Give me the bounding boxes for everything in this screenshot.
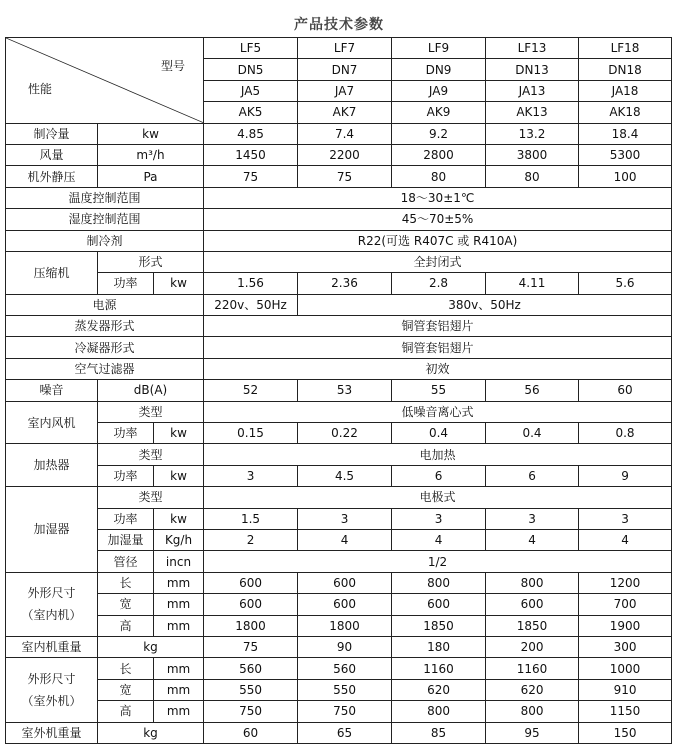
unit-cell: kw [154,465,204,486]
value-cell: 80 [392,166,486,187]
outdoor-dims-sublabel: （室外机） [21,693,82,708]
value-cell: 1900 [579,615,672,636]
value-cell: 低噪音离心式 [204,401,672,422]
value-cell: 9.2 [392,123,486,144]
value-cell: 3 [392,508,486,529]
value-cell: 750 [204,701,298,722]
row-label: 温度控制范围 [6,187,204,208]
row-label: 室内风机 [6,401,98,444]
air-filter-row [6,358,672,379]
sub-label: 管径 [98,551,154,572]
model-cell: AK9 [392,102,486,123]
value-cell: 200 [486,636,579,657]
humid-range-row [6,209,672,230]
row-label: 机外静压 [6,166,98,187]
value-cell: 2 [204,529,298,550]
row-label: 噪音 [6,380,98,401]
value-cell: 1.5 [204,508,298,529]
value-cell: 1850 [486,615,579,636]
model-cell: JA13 [486,80,579,101]
value-cell: 6 [392,465,486,486]
value-cell: 910 [579,679,672,700]
value-cell: 80 [486,166,579,187]
cooling-row [6,123,672,144]
value-cell: 600 [204,572,298,593]
unit-cell: mm [154,572,204,593]
unit-cell: Pa [98,166,204,187]
unit-cell: kw [154,273,204,294]
value-cell: 800 [392,572,486,593]
row-label: 制冷量 [6,123,98,144]
value-cell: 53 [298,380,392,401]
value-cell: 3 [204,465,298,486]
spec-table [5,37,672,744]
value-cell: 1200 [579,572,672,593]
row-label: 压缩机 [6,251,98,294]
value-cell: 1800 [204,615,298,636]
value-cell: 380v、50Hz [298,294,672,315]
value-cell: 700 [579,594,672,615]
evaporator-row [6,316,672,337]
row-label: 电源 [6,294,204,315]
value-cell: 7.4 [298,123,392,144]
model-cell: DN5 [204,59,298,80]
unit-cell: kw [154,508,204,529]
outdoor-width-row [6,679,672,700]
header-diagonal-cell [6,38,204,124]
value-cell: 560 [204,658,298,679]
compressor-type-row [6,251,672,272]
value-cell: 全封闭式 [204,251,672,272]
value-cell: 2800 [392,144,486,165]
heater-type-row [6,444,672,465]
header-row [6,38,672,59]
value-cell: 4 [486,529,579,550]
indoor-fan-type-row [6,401,672,422]
sub-label: 功率 [98,273,154,294]
unit-cell: kg [98,722,204,743]
value-cell: 0.22 [298,423,392,444]
indoor-weight-row [6,636,672,657]
outdoor-height-row [6,701,672,722]
unit-cell: kw [154,423,204,444]
value-cell: 85 [392,722,486,743]
unit-cell: mm [154,658,204,679]
indoor-height-row [6,615,672,636]
noise-row [6,380,672,401]
value-cell: 铜管套铝翅片 [204,337,672,358]
value-cell: 60 [204,722,298,743]
model-cell: LF18 [579,38,672,59]
indoor-length-row [6,572,672,593]
unit-cell: mm [154,679,204,700]
unit-cell: Kg/h [154,529,204,550]
model-cell: JA5 [204,80,298,101]
value-cell: 800 [486,572,579,593]
airflow-row [6,144,672,165]
value-cell: 56 [486,380,579,401]
value-cell: 600 [298,594,392,615]
value-cell: 9 [579,465,672,486]
value-cell: 600 [204,594,298,615]
row-label [6,658,98,722]
value-cell: 1450 [204,144,298,165]
humidifier-amount-row [6,529,672,550]
value-cell: 电加热 [204,444,672,465]
unit-cell: mm [154,615,204,636]
value-cell: 55 [392,380,486,401]
value-cell: 5300 [579,144,672,165]
value-cell: 3 [486,508,579,529]
value-cell: 0.8 [579,423,672,444]
model-cell: DN7 [298,59,392,80]
model-cell: AK18 [579,102,672,123]
value-cell: 3 [579,508,672,529]
humidifier-type-row [6,487,672,508]
value-cell: 75 [298,166,392,187]
value-cell: 2.36 [298,273,392,294]
value-cell: 1850 [392,615,486,636]
value-cell: 1/2 [204,551,672,572]
value-cell: 3 [298,508,392,529]
value-cell: 550 [204,679,298,700]
value-cell: 5.6 [579,273,672,294]
row-label: 湿度控制范围 [6,209,204,230]
value-cell: 4.5 [298,465,392,486]
value-cell: 100 [579,166,672,187]
value-cell: 4 [579,529,672,550]
value-cell: 600 [298,572,392,593]
sub-label: 类型 [98,444,204,465]
outdoor-weight-row [6,722,672,743]
model-label: 型号 [161,59,186,73]
row-label: 室内机重量 [6,636,98,657]
temp-range-row [6,187,672,208]
value-cell: 65 [298,722,392,743]
value-cell: 600 [486,594,579,615]
value-cell: 4.85 [204,123,298,144]
unit-cell: dB(A) [98,380,204,401]
value-cell: 初效 [204,358,672,379]
indoor-dims-sublabel: （室内机） [21,608,82,623]
value-cell: 3800 [486,144,579,165]
value-cell: 4 [392,529,486,550]
sub-label: 功率 [98,465,154,486]
heater-power-row [6,465,672,486]
value-cell: 600 [392,594,486,615]
outdoor-length-row [6,658,672,679]
value-cell: 620 [486,679,579,700]
value-cell: 2200 [298,144,392,165]
sub-label: 长 [98,572,154,593]
indoor-dims-label: 外形尺寸 [27,586,76,601]
value-cell: 1160 [486,658,579,679]
value-cell: 1000 [579,658,672,679]
model-cell: AK13 [486,102,579,123]
value-cell: 4 [298,529,392,550]
static-pressure-row [6,166,672,187]
value-cell: 0.15 [204,423,298,444]
row-label: 加湿器 [6,487,98,573]
value-cell: 52 [204,380,298,401]
model-cell: DN13 [486,59,579,80]
model-cell: AK5 [204,102,298,123]
sub-label: 宽 [98,594,154,615]
sub-label: 宽 [98,679,154,700]
sub-label: 类型 [98,401,204,422]
unit-cell: kg [98,636,204,657]
sub-label: 类型 [98,487,204,508]
row-label: 风量 [6,144,98,165]
value-cell: 300 [579,636,672,657]
value-cell: R22(可选 R407C 或 R410A) [204,230,672,251]
value-cell: 18～30±1℃ [204,187,672,208]
unit-cell: incn [154,551,204,572]
row-label [6,572,98,636]
model-cell: LF7 [298,38,392,59]
model-cell: AK7 [298,102,392,123]
unit-cell: mm [154,594,204,615]
sub-label: 高 [98,615,154,636]
refrigerant-row [6,230,672,251]
value-cell: 220v、50Hz [204,294,298,315]
model-cell: DN18 [579,59,672,80]
power-supply-row [6,294,672,315]
value-cell: 620 [392,679,486,700]
sub-label: 高 [98,701,154,722]
value-cell: 750 [298,701,392,722]
value-cell: 4.11 [486,273,579,294]
value-cell: 1800 [298,615,392,636]
unit-cell: m³/h [98,144,204,165]
value-cell: 180 [392,636,486,657]
row-label: 空气过滤器 [6,358,204,379]
value-cell: 1.56 [204,273,298,294]
row-label: 冷凝器形式 [6,337,204,358]
model-cell: JA18 [579,80,672,101]
indoor-fan-power-row [6,423,672,444]
sub-label: 功率 [98,508,154,529]
unit-cell: kw [98,123,204,144]
value-cell: 铜管套铝翅片 [204,316,672,337]
value-cell: 90 [298,636,392,657]
sub-label: 加湿量 [98,529,154,550]
value-cell: 0.4 [392,423,486,444]
row-label: 室外机重量 [6,722,98,743]
page-title: 产品技术参数 [294,17,384,33]
value-cell: 电极式 [204,487,672,508]
value-cell: 75 [204,166,298,187]
value-cell: 800 [392,701,486,722]
value-cell: 13.2 [486,123,579,144]
row-label: 制冷剂 [6,230,204,251]
value-cell: 18.4 [579,123,672,144]
humidifier-power-row [6,508,672,529]
humidifier-pipe-row [6,551,672,572]
value-cell: 0.4 [486,423,579,444]
model-cell: DN9 [392,59,486,80]
value-cell: 45～70±5% [204,209,672,230]
model-cell: LF9 [392,38,486,59]
value-cell: 560 [298,658,392,679]
condenser-row [6,337,672,358]
sub-label: 形式 [98,251,204,272]
model-cell: JA7 [298,80,392,101]
sub-label: 长 [98,658,154,679]
value-cell: 800 [486,701,579,722]
row-label: 蒸发器形式 [6,316,204,337]
indoor-width-row [6,594,672,615]
outdoor-dims-label: 外形尺寸 [27,671,76,686]
compressor-power-row [6,273,672,294]
sub-label: 功率 [98,423,154,444]
row-label: 加热器 [6,444,98,487]
value-cell: 150 [579,722,672,743]
value-cell: 75 [204,636,298,657]
value-cell: 6 [486,465,579,486]
value-cell: 1150 [579,701,672,722]
model-cell: JA9 [392,80,486,101]
model-cell: LF13 [486,38,579,59]
unit-cell: mm [154,701,204,722]
performance-label: 性能 [28,81,53,96]
value-cell: 95 [486,722,579,743]
value-cell: 2.8 [392,273,486,294]
value-cell: 550 [298,679,392,700]
value-cell: 1160 [392,658,486,679]
value-cell: 60 [579,380,672,401]
model-cell: LF5 [204,38,298,59]
